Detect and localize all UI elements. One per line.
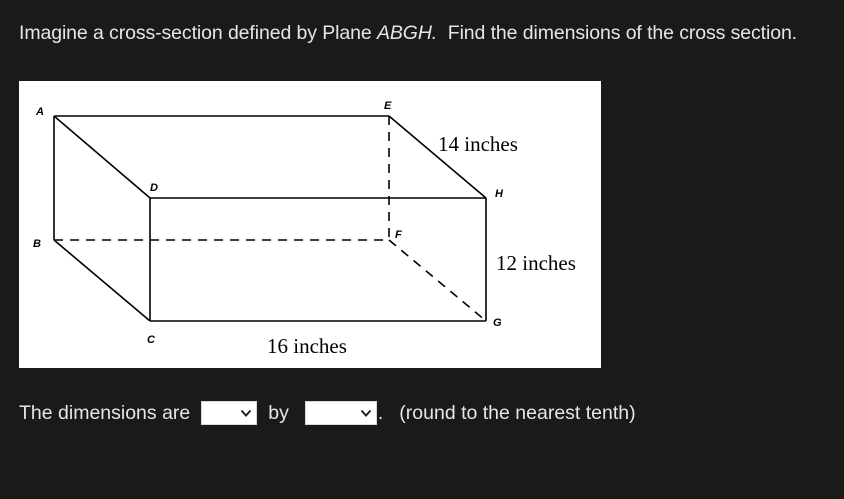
- vertex-label-a: A: [36, 106, 44, 118]
- period: .: [377, 401, 384, 424]
- answer-prefix: The dimensions are: [19, 401, 191, 424]
- edge-eh: [389, 116, 486, 198]
- rounding-note: (round to the nearest tenth): [399, 401, 636, 424]
- answer-row: [19, 398, 636, 428]
- chevron-down-icon: [360, 408, 372, 418]
- chevron-down-icon: [240, 408, 252, 418]
- dimension-2-select[interactable]: [305, 401, 377, 425]
- prism-diagram: [19, 81, 601, 368]
- vertex-label-h: H: [495, 188, 503, 200]
- vertex-label-b: B: [33, 238, 41, 250]
- hidden-edge-fg: [389, 240, 486, 321]
- prism-figure: [19, 81, 601, 368]
- question-prefix: Imagine a cross-section defined by Plane: [19, 22, 377, 44]
- vertex-label-e: E: [384, 100, 392, 112]
- question-suffix: Find the dimensions of the cross section.: [437, 22, 798, 44]
- dimension-label-depth: 14 inches: [438, 132, 518, 156]
- question-text: [19, 22, 797, 45]
- by-label: by: [268, 401, 289, 424]
- vertex-label-g: G: [493, 317, 502, 329]
- vertex-label-d: D: [150, 182, 158, 194]
- edge-ad: [54, 116, 150, 198]
- vertex-label-f: F: [395, 229, 402, 241]
- dimension-label-length: 16 inches: [267, 334, 347, 358]
- vertex-label-c: C: [147, 334, 155, 346]
- edge-bc: [54, 240, 150, 321]
- plane-name: ABGH.: [376, 22, 438, 44]
- dimension-1-select[interactable]: [201, 401, 257, 425]
- dimension-label-height: 12 inches: [496, 251, 576, 275]
